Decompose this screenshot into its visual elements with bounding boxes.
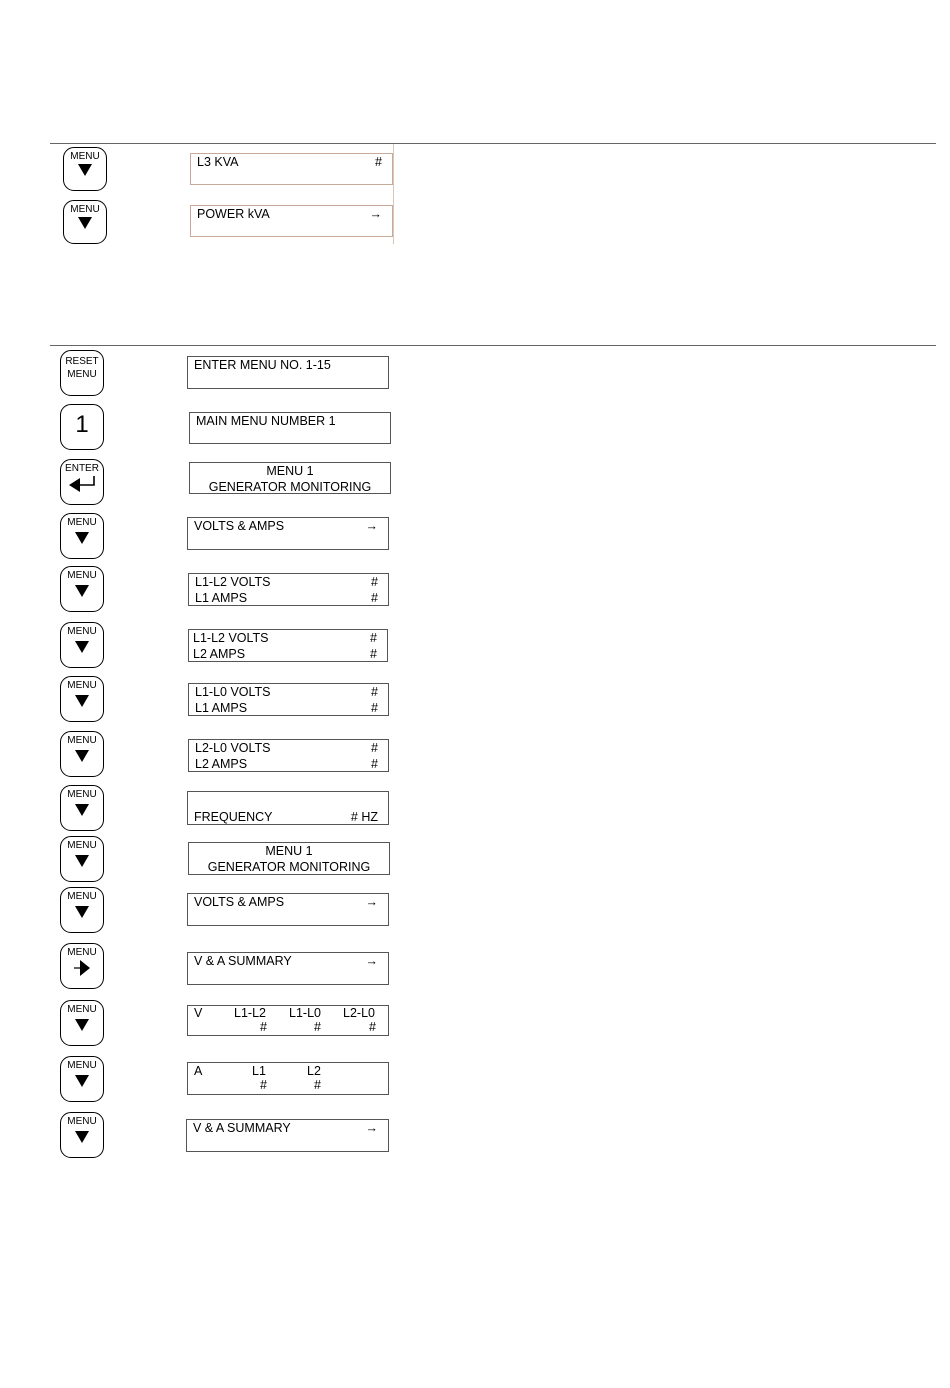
display-value: # (371, 685, 378, 699)
menu-down-key[interactable] (60, 513, 104, 559)
display-value: # (370, 631, 377, 645)
display-text: L2 AMPS (195, 757, 248, 771)
key-label: MENU (67, 789, 97, 800)
key-label: MENU (67, 735, 97, 746)
display-text: MENU 1 (266, 464, 314, 478)
arrow-right-icon (72, 958, 92, 978)
display-text: L1 (252, 1064, 266, 1078)
arrow-down-icon (72, 691, 92, 709)
lcd-display (188, 739, 389, 772)
lcd-display (189, 462, 391, 494)
menu-down-key[interactable] (60, 1000, 104, 1046)
arrow-down-icon (72, 1015, 92, 1033)
display-text: L2 AMPS (193, 647, 246, 661)
key-label: MENU (67, 1060, 97, 1071)
key-label: MENU (67, 1116, 97, 1127)
display-value: # (260, 1020, 267, 1034)
lcd-display (188, 573, 389, 606)
display-text: L2-L0 VOLTS (195, 741, 271, 755)
display-value: # (370, 647, 377, 661)
key-label: MENU (70, 204, 100, 215)
display-text: L2-L0 (343, 1006, 375, 1020)
display-value: # (371, 701, 378, 715)
lcd-display (186, 1119, 389, 1152)
lcd-display (188, 842, 390, 875)
display-text: A (194, 1064, 203, 1078)
menu-down-key[interactable] (60, 836, 104, 882)
menu-right-key[interactable] (60, 943, 104, 989)
key-label: MENU (67, 891, 97, 902)
display-text: V (194, 1006, 203, 1020)
display-value: # (371, 575, 378, 589)
lcd-display (190, 153, 393, 185)
display-text: L1 AMPS (195, 591, 248, 605)
lcd-display (188, 629, 388, 662)
display-value: # (314, 1020, 321, 1034)
menu-down-key[interactable] (60, 1056, 104, 1102)
menu-down-key[interactable] (60, 676, 104, 722)
arrow-down-icon (72, 851, 92, 869)
key-label: MENU (67, 517, 97, 528)
display-text: V & A SUMMARY (194, 954, 292, 968)
enter-arrow-icon (67, 474, 97, 494)
section-2-rule (50, 345, 936, 346)
display-text: L3 KVA (197, 155, 239, 169)
arrow-down-icon (72, 581, 92, 599)
display-value: → (365, 1121, 378, 1135)
display-text: MENU 1 (265, 844, 313, 858)
display-value: # (375, 155, 382, 169)
arrow-down-icon (72, 1071, 92, 1089)
arrow-down-icon (72, 1127, 92, 1145)
display-text: FREQUENCY (194, 810, 273, 824)
display-text: GENERATOR MONITORING (207, 860, 371, 874)
arrow-down-icon (72, 800, 92, 818)
lcd-display (187, 1062, 389, 1095)
lcd-display (187, 517, 389, 550)
enter-key[interactable] (60, 459, 104, 505)
menu-down-key[interactable] (60, 1112, 104, 1158)
display-text: VOLTS & AMPS (194, 519, 285, 533)
display-text: L2 (307, 1064, 321, 1078)
lcd-display (187, 952, 389, 985)
display-text: L1-L2 VOLTS (193, 631, 269, 645)
number-1-key[interactable] (60, 404, 104, 450)
lcd-display (190, 205, 393, 237)
key-label: MENU (67, 626, 97, 637)
arrow-down-icon (72, 746, 92, 764)
arrow-down-icon (75, 162, 95, 178)
lcd-display (187, 1005, 389, 1036)
display-text: GENERATOR MONITORING (208, 480, 372, 494)
reset-menu-key[interactable] (60, 350, 104, 396)
menu-down-key[interactable] (60, 566, 104, 612)
section-1-divider (393, 144, 394, 244)
display-text: POWER kVA (197, 207, 270, 221)
display-text: L1-L0 VOLTS (195, 685, 271, 699)
display-value: # (260, 1078, 267, 1092)
display-text: L1-L2 VOLTS (195, 575, 271, 589)
key-label: MENU (67, 369, 97, 380)
display-value: # (369, 1020, 376, 1034)
display-value: # (314, 1078, 321, 1092)
lcd-display (187, 356, 389, 389)
display-value: # (371, 757, 378, 771)
lcd-display (187, 893, 389, 926)
arrow-down-icon (72, 902, 92, 920)
menu-down-key[interactable] (63, 147, 107, 191)
display-text: L1-L2 (234, 1006, 266, 1020)
display-value: → (369, 207, 382, 221)
menu-down-key[interactable] (60, 731, 104, 777)
key-label: MENU (67, 947, 97, 958)
display-text: V & A SUMMARY (193, 1121, 291, 1135)
menu-down-key[interactable] (60, 622, 104, 668)
display-text: ENTER MENU NO. 1-15 (194, 358, 331, 372)
menu-down-key[interactable] (63, 200, 107, 244)
key-label: RESET (65, 356, 99, 367)
arrow-down-icon (75, 215, 95, 231)
menu-down-key[interactable] (60, 887, 104, 933)
display-text: L1-L0 (289, 1006, 321, 1020)
lcd-display (188, 683, 389, 716)
display-value: → (365, 895, 378, 909)
display-text: VOLTS & AMPS (194, 895, 285, 909)
menu-down-key[interactable] (60, 785, 104, 831)
key-label: MENU (67, 680, 97, 691)
lcd-display (187, 791, 389, 825)
display-value: → (365, 519, 378, 533)
key-label: MENU (67, 1004, 97, 1015)
key-label: MENU (70, 151, 100, 162)
key-label: MENU (67, 840, 97, 851)
display-text: L1 AMPS (195, 701, 248, 715)
display-value: → (365, 954, 378, 968)
section-1-rule (50, 143, 936, 144)
display-text: MAIN MENU NUMBER 1 (196, 414, 336, 428)
arrow-down-icon (72, 637, 92, 655)
key-label: MENU (67, 570, 97, 581)
lcd-display (189, 412, 391, 444)
key-number: 1 (75, 411, 89, 438)
arrow-down-icon (72, 528, 92, 546)
display-value: # (371, 591, 378, 605)
display-value: # (371, 741, 378, 755)
key-label: ENTER (65, 463, 99, 474)
display-value: # HZ (350, 810, 378, 824)
